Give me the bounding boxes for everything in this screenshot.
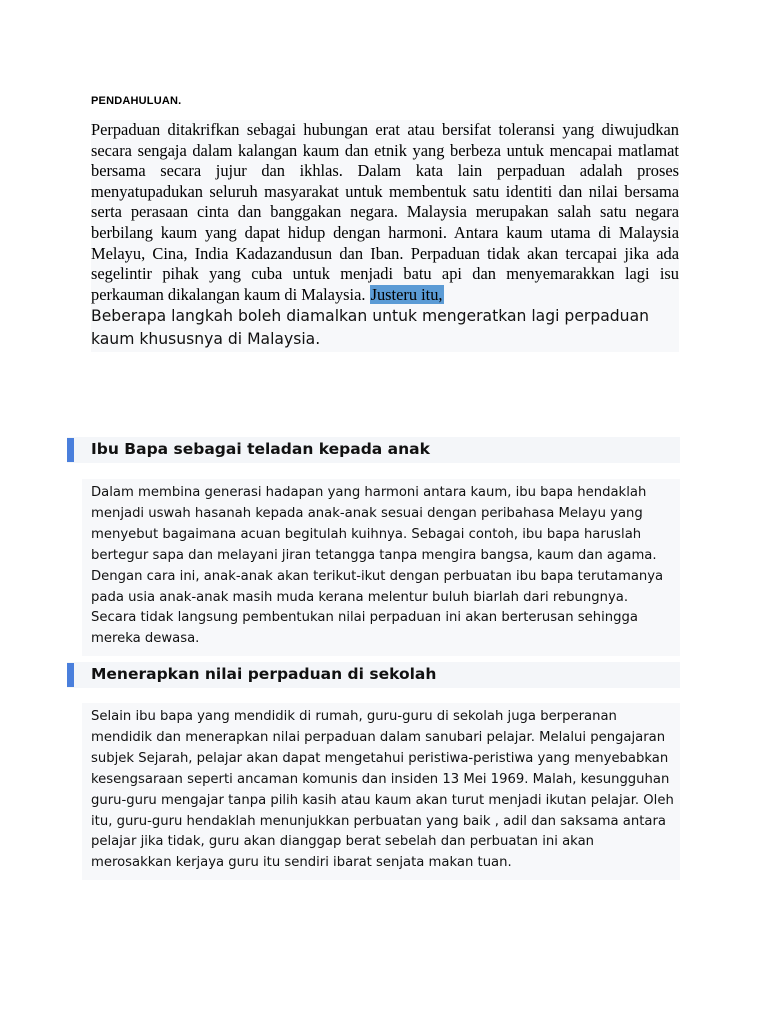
section-body-sekolah: Selain ibu bapa yang mendidik di rumah, guru-guru di sekolah juga berperanan mendidik dan menerapkan nilai perpaduan dalam sanubari pelajar. Melalui pengajaran subjek Sejarah, pelajar akan dapat mengetahui peristiwa-peristiwa yang menyebabkan kesengsaraan seperti ancaman komunis dan insiden 13 Mei 1969. Malah, kesungguhan guru-guru mengajar tanpa pilih kasih atau kaum akan turut menjadi ikutan pelajar. Oleh itu, guru-guru hendaklah menunjukkan perbuatan yang baik , adil dan saksama antara pelajar jika tidak, guru akan dianggap berat sebelah dan perbuatan ini akan merosakkan kerjaya guru itu sendiri ibarat senjata makan tuan. xyxy=(82,703,680,880)
intro-serif-text: Perpaduan ditakrifkan sebagai hubungan erat atau bersifat toleransi yang diwujudkan secara sengaja dalam kalangan kaum dan etnik yang berbeza untuk mencapai matlamat bersama secara jujur dan ikhlas. Dalam kata lain perpaduan adalah proses menyatupadukan seluruh masyarakat untuk membentuk satu identiti dan nilai bersama serta perasaan cinta dan banggakan negara. Malaysia merupakan salah satu negara berbilang kaum yang dapat hidup dengan harmoni. Antara kaum utama di Malaysia Melayu, Cina, India Kadazandusun dan Iban. Perpaduan tidak akan tercapai jika ada segelintir pihak yang cuba untuk menjadi batu api dan menyemarakkan lagi isu perkauman dikalangan kaum di Malaysia. xyxy=(91,120,679,304)
intro-continuation: Beberapa langkah boleh diamalkan untuk mengeratkan lagi perpaduan kaum khususnya di Malaysia. xyxy=(91,307,650,348)
heading-accent-bar xyxy=(67,438,74,462)
highlighted-text[interactable]: Justeru itu, xyxy=(370,284,443,304)
section-body-ibu-bapa: Dalam membina generasi hadapan yang harmoni antara kaum, ibu bapa hendaklah menjadi uswah hasanah kepada anak-anak sesuai dengan peribahasa Melayu yang menyebut bagaimana acuan begitulah kuihnya. Sebagai contoh, ibu bapa haruslah bertegur sapa dan melayani jiran tetangga tanpa mengira bangsa, kaum dan agama. Dengan cara ini, anak-anak akan terikut-ikut dengan perbuatan ibu bapa terutamanya pada usia anak-anak masih muda kerana melentur buluh biarlah dari rebungnya. Secara tidak langsung pembentukan nilai perpaduan ini akan berterusan sehingga mereka dewasa. xyxy=(82,479,680,656)
intro-heading: PENDAHULUAN. xyxy=(91,95,182,107)
intro-paragraph xyxy=(91,120,679,305)
section-title: Menerapkan nilai perpaduan di sekolah xyxy=(91,665,437,683)
section-heading-ibu-bapa xyxy=(67,437,680,463)
heading-accent-bar xyxy=(67,663,74,687)
intro-paragraph-block xyxy=(91,120,679,352)
section-heading-sekolah xyxy=(67,662,680,688)
section-title: Ibu Bapa sebagai teladan kepada anak xyxy=(91,440,430,458)
